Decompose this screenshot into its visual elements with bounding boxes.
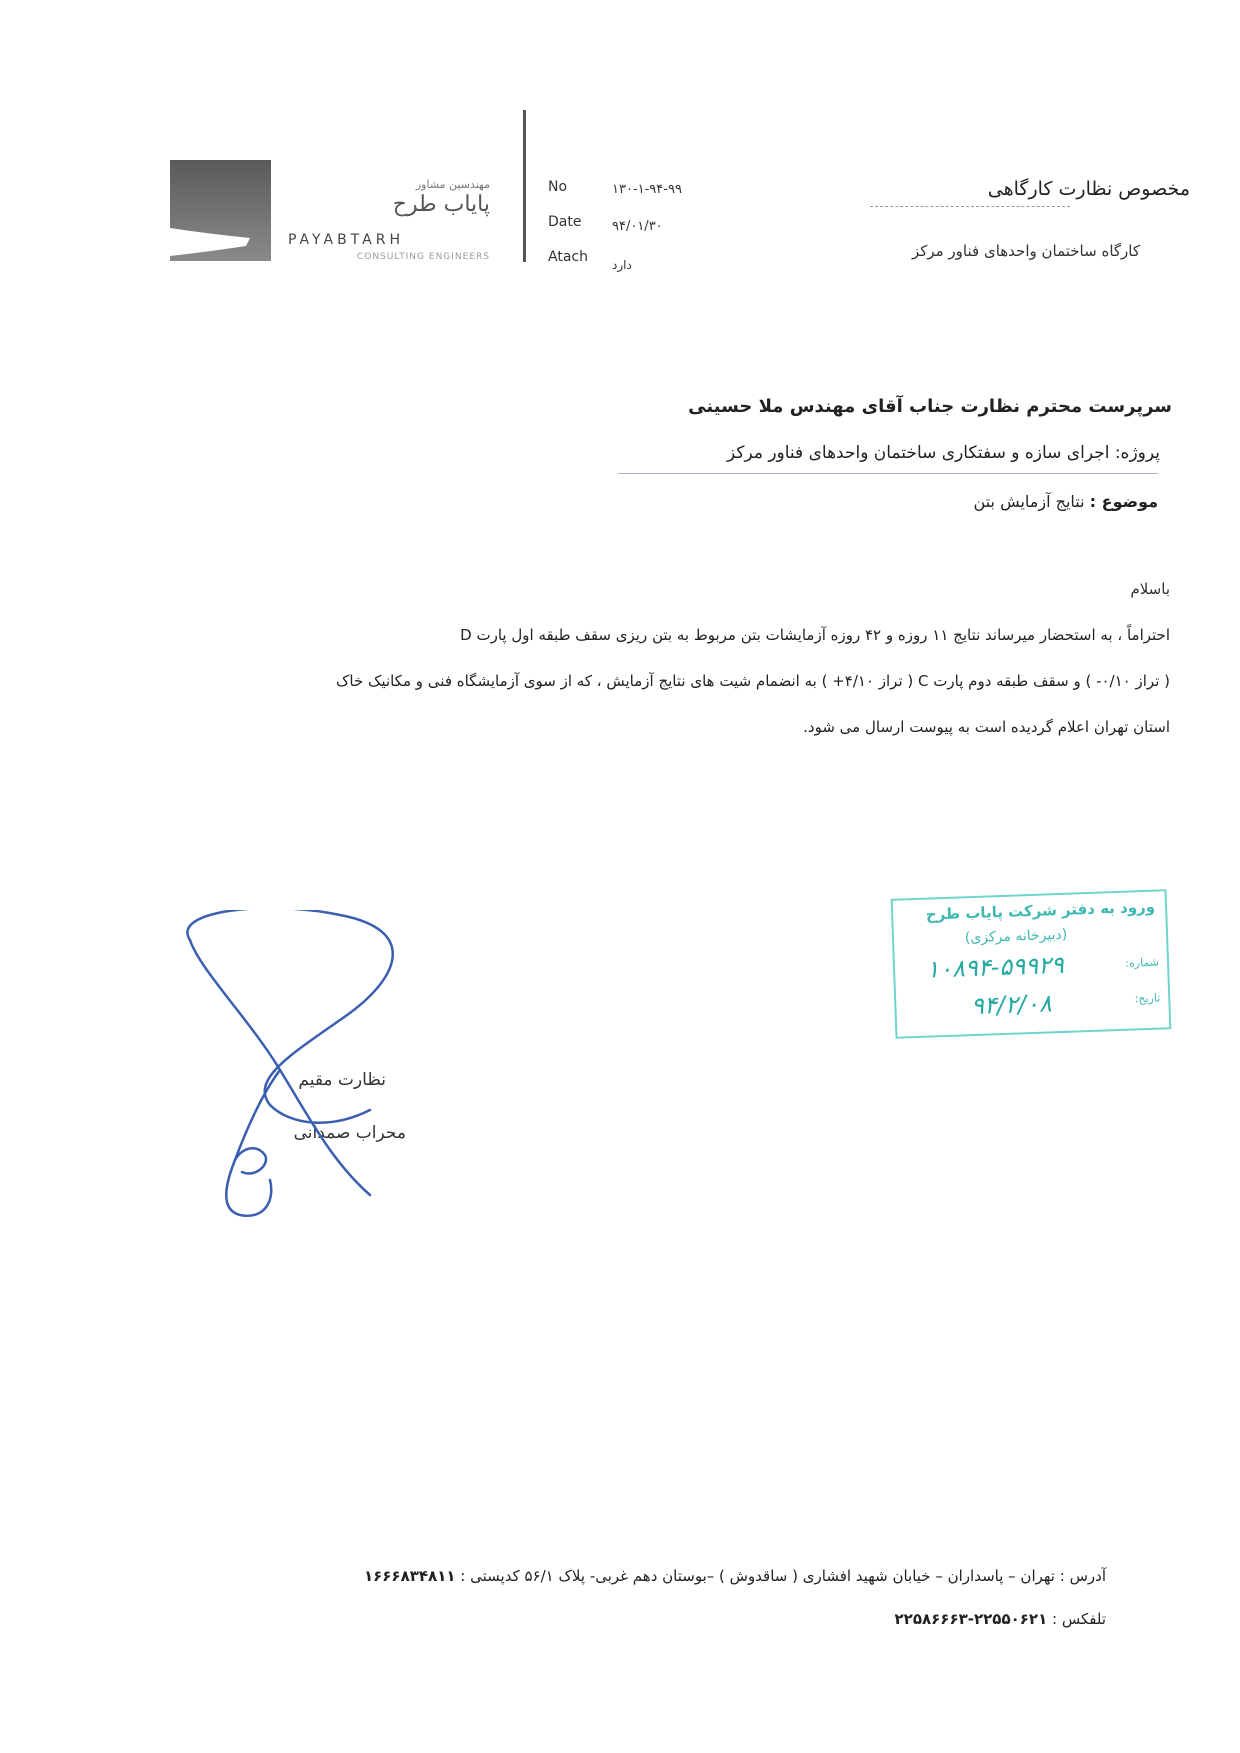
logo-subtitle-fa: مهندسین مشاور — [415, 178, 490, 191]
logo-mark-icon — [170, 160, 271, 261]
body-line-1: احتراماً ، به استحضار میرساند نتایج ۱۱ روزه و ۴۲ روزه آزمایشات بتن مربوط به بتن ریزی سقف طبقه اول پارت D — [460, 626, 1170, 644]
letter-number-value: ۱۳۰-۱-۹۴-۹۹ — [612, 182, 682, 197]
stamp-line-2: (دبیرخانه مرکزی) — [964, 926, 1068, 947]
recipient-line: سرپرست محترم نظارت جناب آقای مهندس ملا حسینی — [688, 396, 1172, 417]
address-label: آدرس : — [1059, 1567, 1106, 1585]
signer-title: نظارت مقیم — [298, 1070, 386, 1090]
letter-date-label: Date — [548, 214, 582, 230]
stamp-date-value: ۹۴/۲/۰۸ — [970, 989, 1053, 1021]
address-value: تهران – پاسداران – خیابان شهید افشاری ( ساقدوش ) –بوستان دهم غربی- پلاک ۵۶/۱ کدپستی : — [460, 1567, 1055, 1585]
stamp-date-label: تاریخ: — [1134, 991, 1161, 1006]
fax-value: ۲۲۵۵۰۶۲۱-۲۲۵۸۶۶۶۳ — [894, 1610, 1048, 1628]
received-stamp — [891, 889, 1172, 1039]
logo-name-fa: پایاب طرح — [392, 192, 490, 217]
subject-line — [760, 492, 1158, 511]
header-divider — [523, 110, 526, 262]
fax-label: تلفکس : — [1052, 1610, 1106, 1628]
postal-code: ۱۶۶۶۸۳۴۸۱۱ — [363, 1567, 456, 1585]
subject-label: موضوع : — [1089, 492, 1158, 511]
attachment-value: دارد — [612, 258, 632, 272]
project-line: پروژه: اجرای سازه و سفتکاری ساختمان واحدهای فناور مرکز — [726, 443, 1160, 463]
project-underline — [618, 473, 1158, 474]
signer-name: محراب صمدانی — [293, 1123, 406, 1143]
site-name: کارگاه ساختمان واحدهای فناور مرکز — [911, 242, 1140, 260]
site-supervision-title: مخصوص نظارت کارگاهی — [987, 178, 1190, 200]
body-line-3: استان تهران اعلام گردیده است به پیوست ارسال می شود. — [803, 718, 1170, 736]
title-underline — [870, 206, 1070, 207]
logo-subtitle-en: CONSULTING ENGINEERS — [356, 252, 490, 262]
signature-icon — [180, 910, 430, 1230]
body-line-2: ( تراز ۰/۱۰- ) و سقف طبقه دوم پارت C ( تراز ۴/۱۰+ ) به انضمام شیت های نتایج آزمایش ، که از سوی آزمایشگاه فنی و مکانیک خاک — [335, 672, 1170, 690]
letter-number-label: No — [548, 179, 568, 195]
stamp-number-value: ۱۰۸۹۴-۵۹۹۲۹ — [925, 950, 1065, 984]
fax-line — [820, 1610, 1106, 1628]
subject-value: نتایج آزمایش بتن — [973, 492, 1085, 511]
logo-name-en: PAYABTARH — [288, 232, 404, 248]
address-line — [190, 1567, 1106, 1585]
greeting: باسلام — [1130, 580, 1170, 598]
stamp-number-label: شماره: — [1125, 955, 1160, 970]
letter-date-value: ۹۴/۰۱/۳۰ — [612, 219, 663, 234]
attachment-label: Atach — [548, 249, 588, 265]
stamp-line-1: ورود به دفتر شرکت پایاب طرح — [925, 897, 1156, 924]
letter-body — [108, 612, 1170, 750]
